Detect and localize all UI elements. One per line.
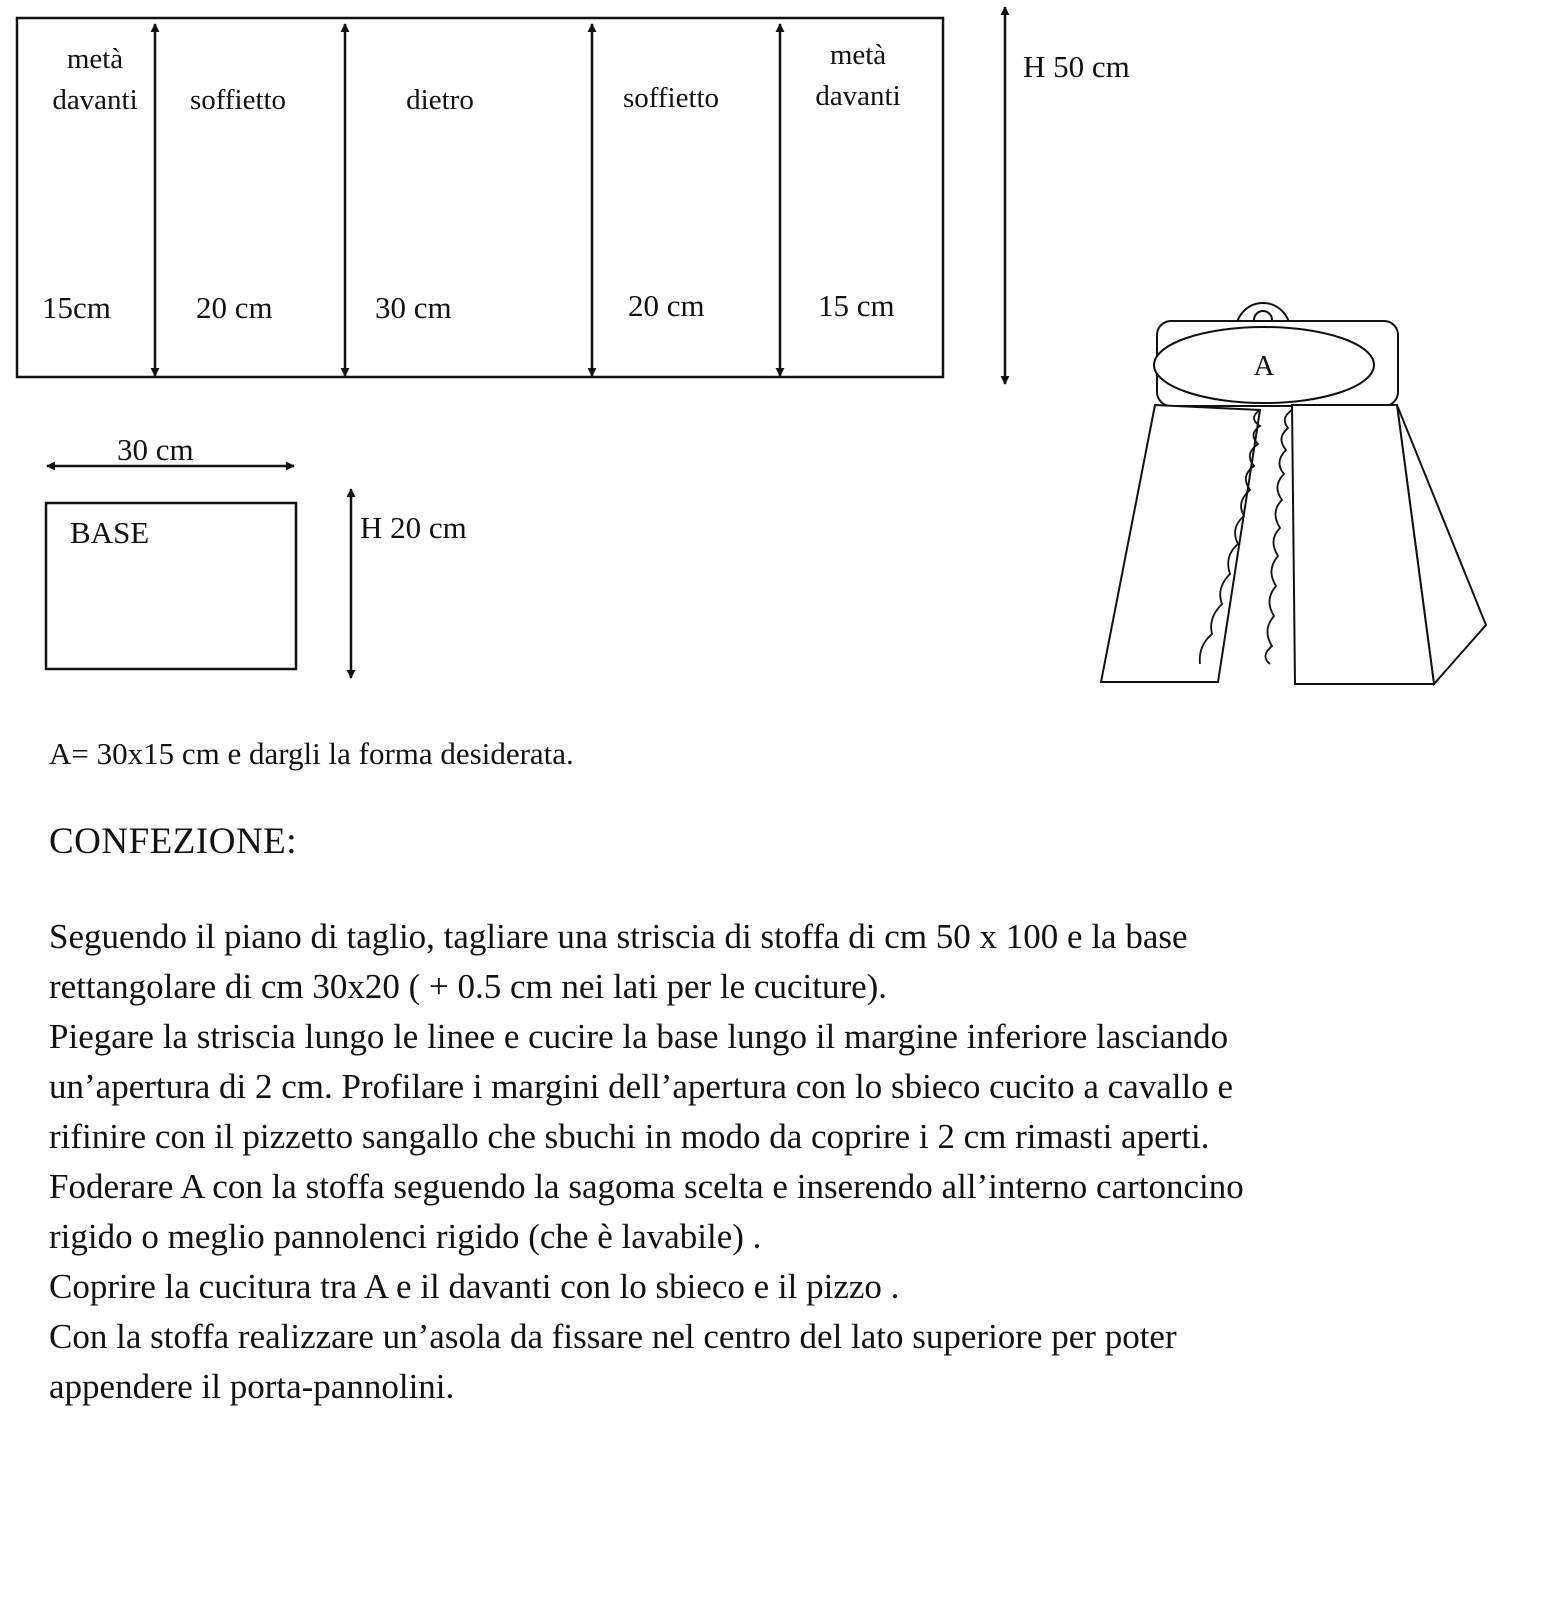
instruction-line: un’apertura di 2 cm. Profilare i margini dell’apertura con lo sbieco cucito a cavallo e [49, 1067, 1234, 1106]
instructions [49, 912, 1539, 1412]
instruction-line: Con la stoffa realizzare un’asola da fissare nel centro del lato superiore per poter [49, 1317, 1177, 1356]
base-width-label: 30 cm [117, 432, 194, 467]
panel-2-name: soffietto [189, 84, 287, 116]
topper-label: A [1253, 350, 1275, 382]
instruction-line: Piegare la striscia lungo le linee e cucire la base lungo il margine inferiore lasciando [49, 1017, 1229, 1056]
panel-2-width: 20 cm [196, 290, 273, 325]
bag-left-panel [1101, 405, 1260, 682]
base-piece [46, 432, 467, 678]
instruction-line: rigido o meglio pannolenci rigido (che è lavabile) . [49, 1217, 762, 1256]
lace-trim-right [1265, 410, 1292, 664]
instruction-line: Seguendo il piano di taglio, tagliare una striscia di stoffa di cm 50 x 100 e la base [49, 917, 1188, 956]
instruction-line: Foderare A con la stoffa seguendo la sagoma scelta e inserendo all’interno cartoncino [49, 1167, 1244, 1206]
section-title: CONFEZIONE: [49, 821, 298, 862]
instruction-line: rettangolare di cm 30x20 ( + 0.5 cm nei lati per le cuciture). [49, 967, 888, 1006]
panel-5-width: 15 cm [818, 288, 895, 323]
strip-height-label: H 50 cm [1023, 49, 1130, 84]
instruction-line: Coprire la cucitura tra A e il davanti con lo sbieco e il pizzo . [49, 1267, 900, 1306]
panel-1-name-2: davanti [52, 84, 138, 116]
panel-3-width: 30 cm [375, 290, 452, 325]
instruction-line: rifinire con il pizzetto sangallo che sbuchi in modo da coprire i 2 cm rimasti aperti. [49, 1117, 1210, 1156]
cutting-strip [17, 18, 943, 377]
instruction-line: appendere il porta-pannolini. [49, 1367, 455, 1406]
pattern-diagram [0, 0, 1542, 720]
panel-1-name: metà [66, 43, 124, 75]
panel-5-name-2: davanti [815, 80, 901, 112]
panel-5-name: metà [829, 39, 887, 71]
panel-4-width: 20 cm [628, 288, 705, 323]
diaper-stacker-illustration [1101, 303, 1486, 684]
panel-4-name: soffietto [622, 82, 720, 114]
topper-size-note: A= 30x15 cm e dargli la forma desiderata. [49, 736, 574, 771]
base-height-label: H 20 cm [360, 510, 467, 545]
panel-1-width: 15cm [42, 290, 111, 325]
base-label: BASE [70, 515, 150, 550]
panel-3-name: dietro [406, 84, 474, 116]
